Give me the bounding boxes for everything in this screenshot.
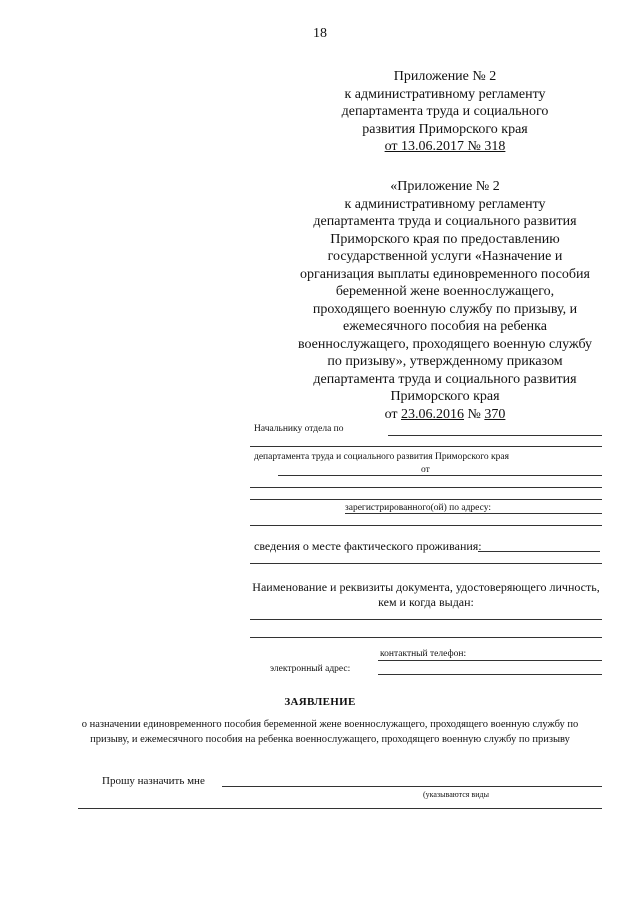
order-number: 370 — [484, 406, 506, 422]
appendix-quoted-date — [250, 406, 640, 424]
appendix-line: развития Приморского края — [362, 121, 528, 137]
id-document-field[interactable] — [250, 619, 602, 620]
date-value: 23.06.2016 — [401, 406, 465, 422]
appendix-quoted — [250, 178, 640, 423]
email-label: электронный адрес: — [270, 664, 351, 674]
appendix-quoted-line: беременной жене военнослужащего, — [335, 284, 555, 299]
appendix-title: Приложение № 2 — [393, 69, 497, 84]
actual-residence-field[interactable] — [478, 551, 600, 552]
appendix-line: к административному регламенту — [344, 86, 546, 102]
from-field[interactable] — [278, 475, 602, 476]
request-field[interactable] — [222, 786, 602, 787]
id-document-label: Наименование и реквизиты документа, удостоверяющего личность, — [252, 580, 600, 594]
number-sign: № — [464, 406, 485, 422]
appendix-quoted-line: по призыву», утвержденному приказом — [327, 354, 563, 369]
request-hint: (указываются виды — [423, 790, 489, 799]
registered-label: зарегистрированного(ой) по адресу: — [345, 503, 491, 513]
page-number: 18 — [313, 26, 327, 41]
from-field-3[interactable] — [250, 499, 602, 500]
phone-field[interactable] — [378, 660, 602, 661]
department-label: департамента труда и социального развития Приморского края — [254, 452, 509, 462]
phone-label: контактный телефон: — [380, 649, 467, 659]
appendix-quoted-line: государственной услуги «Назначение и — [327, 249, 563, 264]
appendix-quoted-line: Приморского края — [390, 389, 500, 404]
request-field-2[interactable] — [78, 808, 602, 809]
appendix-header — [250, 68, 640, 156]
statement-subject-line: призыву, и ежемесячного пособия на ребенка военнослужащего, проходящего военную службу по призыву — [90, 734, 570, 745]
from-field-2[interactable] — [250, 487, 602, 488]
appendix-quoted-line: ежемесячного пособия на ребенка — [343, 319, 547, 334]
id-document-label-2: кем и когда выдан: — [378, 595, 474, 609]
actual-residence-field-2[interactable] — [250, 563, 602, 564]
appendix-quoted-line: Приморского края по предоставлению — [330, 231, 560, 247]
appendix-quoted-line: проходящего военную службу по призыву, и — [312, 301, 578, 317]
appendix-quoted-line: департамента труда и социального развития — [313, 371, 577, 387]
to-head-field-2[interactable] — [250, 446, 602, 447]
registered-field-2[interactable] — [250, 525, 602, 526]
statement-subject-line: о назначении единовременного пособия беременной жене военнослужащего, проходящего военную службу по — [81, 719, 579, 730]
appendix-quoted-line: к административному регламенту — [344, 196, 546, 212]
appendix-quoted-line: департамента труда и социального развития — [313, 214, 577, 229]
id-document-field-2[interactable] — [250, 637, 602, 638]
from-label: от — [421, 465, 430, 475]
to-head-label: Начальнику отдела по — [254, 424, 344, 434]
appendix-quoted-line: «Приложение № 2 — [390, 179, 500, 194]
date-prefix: от — [384, 406, 402, 422]
statement-title: ЗАЯВЛЕНИЕ — [284, 696, 356, 708]
to-head-field[interactable] — [388, 435, 602, 436]
appendix-quoted-line: организация выплаты единовременного пособия — [299, 266, 590, 282]
appendix-date: от 13.06.2017 № 318 — [384, 139, 506, 154]
email-field[interactable] — [378, 674, 602, 675]
statement-subject — [40, 717, 620, 747]
appendix-quoted-line: военнослужащего, проходящего военную службу — [297, 336, 593, 352]
registered-field[interactable] — [345, 513, 602, 514]
request-label: Прошу назначить мне — [102, 775, 205, 787]
actual-residence-label: сведения о месте фактического проживания: — [254, 539, 482, 553]
appendix-line: департамента труда и социального — [341, 104, 549, 119]
